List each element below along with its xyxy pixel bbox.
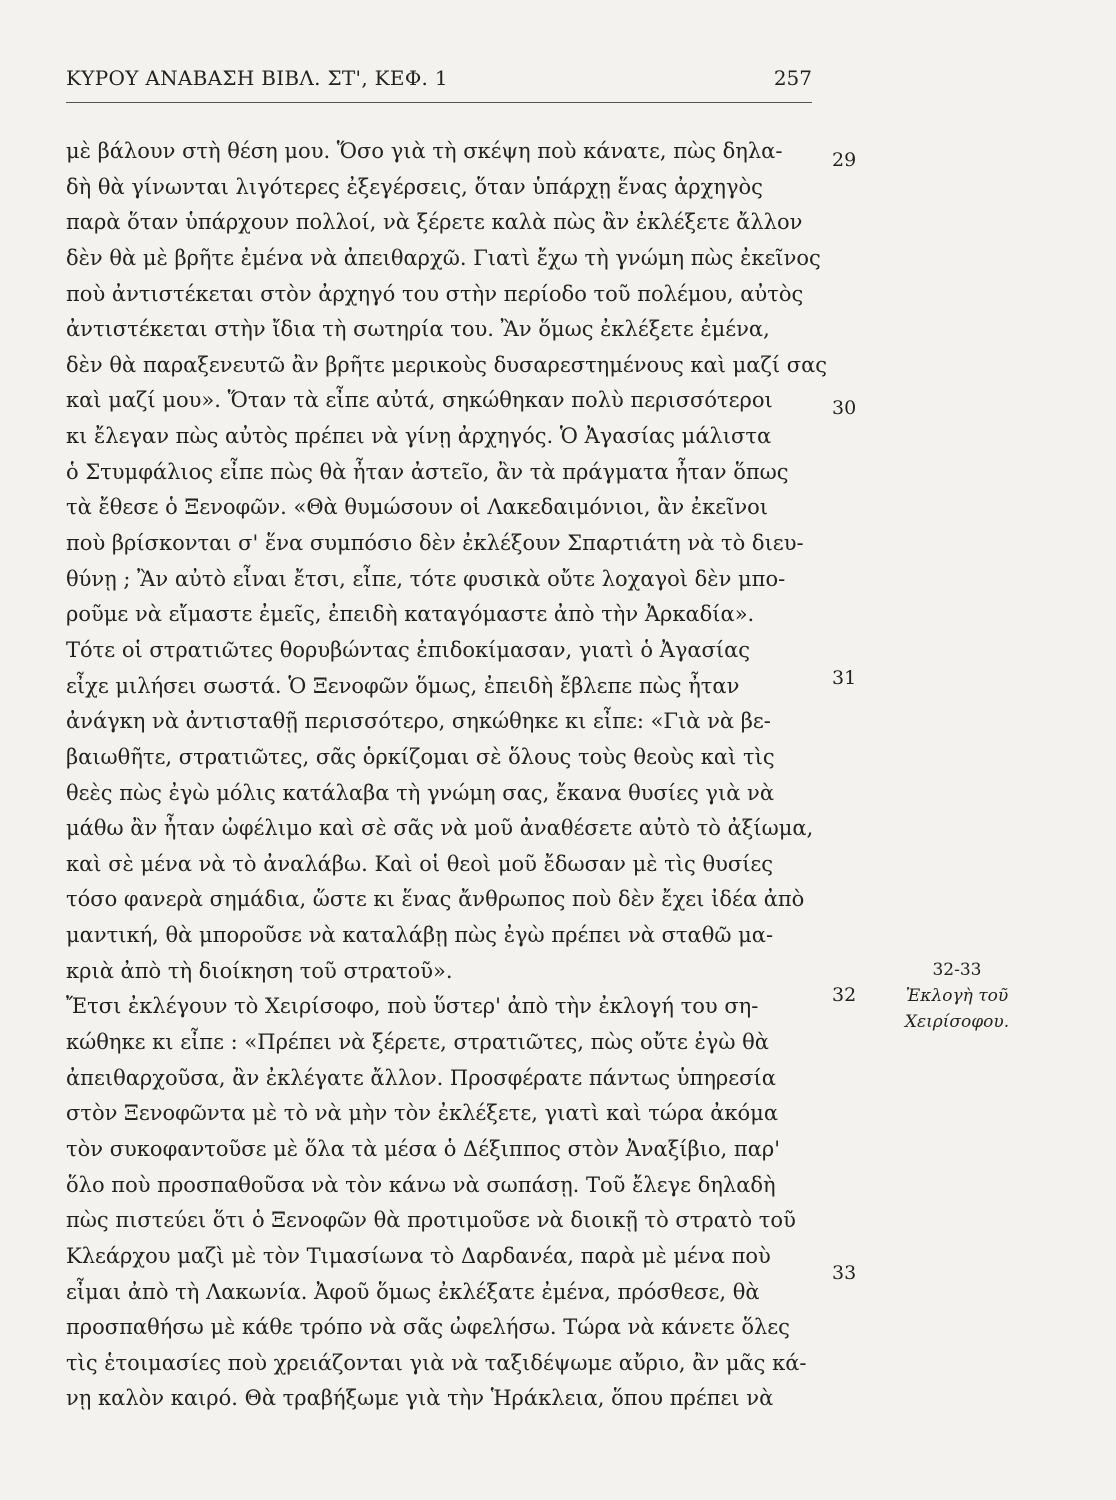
text-line: δὲν θὰ παραξενευτῶ ἂν βρῆτε μερικοὺς δυσαρεστημένους καὶ μαζί σας — [66, 352, 828, 377]
text-line: ὁ Στυμφάλιος εἶπε πὼς θὰ ἦταν ἀστεῖο, ἂν τὰ πράγματα ἦταν ὅπως — [66, 459, 789, 484]
text-line: δὴ θὰ γίνωνται λιγότερες ἐξεγέρσεις, ὅταν ὑπάρχῃ ἕνας ἀρχηγὸς — [66, 174, 763, 199]
text-line: μαντική, θὰ μποροῦσε νὰ καταλάβῃ πὼς ἐγὼ πρέπει νὰ σταθῶ μα- — [66, 923, 774, 948]
text-line: κριὰ ἀπὸ τὴ διοίκηση τοῦ στρατοῦ». — [66, 958, 453, 983]
text-line: βαιωθῆτε, στρατιῶτες, σᾶς ὁρκίζομαι σὲ ὅλους τοὺς θεοὺς καὶ τὶς — [66, 744, 775, 769]
text-line: ἀνάγκη νὰ ἀντισταθῇ περισσότερο, σηκώθηκε κι εἶπε: «Γιὰ νὰ βε- — [66, 709, 771, 734]
text-line: ἀπειθαρχοῦσα, ἂν ἐκλέγατε ἄλλον. Προσφέρατε πάντως ὑπηρεσία — [66, 1065, 776, 1090]
text-line: στὸν Ξενοφῶντα μὲ τὸ νὰ μὴν τὸν ἐκλέξετε, γιατὶ καὶ τώρα ἀκόμα — [66, 1101, 779, 1126]
text-line: θύνῃ ; Ἂν αὐτὸ εἶναι ἔτσι, εἶπε, τότε φυσικὰ οὔτε λοχαγοὶ δὲν μπο- — [66, 566, 786, 591]
text-line: κώθηκε κι εἶπε : «Πρέπει νὰ ξέρετε, στρατιῶτες, πὼς οὔτε ἐγὼ θὰ — [66, 1030, 769, 1055]
text-line: ροῦμε νὰ εἴμαστε ἐμεῖς, ἐπειδὴ καταγόμαστε ἀπὸ τὴν Ἀρκαδία». — [66, 602, 755, 627]
text-line: τὸν συκοφαντοῦσε μὲ ὅλα τὰ μέσα ὁ Δέξιππος στὸν Ἀναξίβιο, παρ' — [66, 1136, 780, 1161]
text-line: ποὺ βρίσκονται σ' ἕνα συμπόσιο δὲν ἐκλέξουν Σπαρτιάτη νὰ τὸ διευ- — [66, 531, 804, 556]
running-head: ΚΥΡΟΥ ΑΝΑΒΑΣΗ ΒΙΒΛ. ΣΤ', ΚΕΦ. 1 — [66, 66, 448, 90]
section-number-33: 33 — [832, 1262, 857, 1284]
text-line: εἶχε μιλήσει σωστά. Ὁ Ξενοφῶν ὅμως, ἐπειδὴ ἔβλεπε πὼς ἦταν — [66, 673, 740, 698]
text-line: πὼς πιστεύει ὅτι ὁ Ξενοφῶν θὰ προτιμοῦσε νὰ διοικῇ τὸ στρατὸ τοῦ — [66, 1208, 796, 1233]
section-number-29: 29 — [832, 149, 857, 171]
page-header — [66, 66, 812, 103]
text-line: τὰ ἔθεσε ὁ Ξενοφῶν. «Θὰ θυμώσουν οἱ Λακεδαιμόνιοι, ἂν ἐκεῖνοι — [66, 495, 769, 520]
text-line: δὲν θὰ μὲ βρῆτε ἐμένα νὰ ἀπειθαρχῶ. Γιατὶ ἔχω τὴ γνώμη πὼς ἐκεῖνος — [66, 245, 821, 270]
text-line: κι ἔλεγαν πὼς αὐτὸς πρέπει νὰ γίνῃ ἀρχηγός. Ὁ Ἀγασίας μάλιστα — [66, 424, 772, 449]
page-number: 257 — [773, 66, 812, 90]
text-line: ἀντιστέκεται στὴν ἴδια τὴ σωτηρία του. Ἂν ὅμως ἐκλέξετε ἐμένα, — [66, 317, 770, 342]
text-line: παρὰ ὅταν ὑπάρχουν πολλοί, νὰ ξέρετε καλὰ πὼς ἂν ἐκλέξετε ἄλλον — [66, 210, 803, 235]
body-text — [66, 134, 826, 1417]
margin-note-title-line1: Ἐκλογὴ τοῦ — [905, 986, 1009, 1006]
text-line: μὲ βάλουν στὴ θέση μου. Ὅσο γιὰ τὴ σκέψη ποὺ κάνατε, πὼς δηλα- — [66, 139, 783, 163]
margin-note — [872, 957, 1042, 1035]
text-line: μάθω ἂν ἦταν ὠφέλιμο καὶ σὲ σᾶς νὰ μοῦ ἀναθέσετε αὐτὸ τὸ ἀξίωμα, — [66, 816, 814, 841]
text-line: Ἔτσι ἐκλέγουν τὸ Χειρίσοφο, ποὺ ὕστερ' ἀπὸ τὴν ἐκλογή του ση- — [66, 994, 759, 1019]
text-line: Κλεάρχου μαζὶ μὲ τὸν Τιμασίωνα τὸ Δαρδανέα, παρὰ μὲ μένα ποὺ — [66, 1243, 771, 1268]
text-line: καὶ μαζί μου». Ὅταν τὰ εἶπε αὐτά, σηκώθηκαν πολὺ περισσότεροι — [66, 388, 773, 413]
text-line: Τότε οἱ στρατιῶτες θορυβώντας ἐπιδοκίμασαν, γιατὶ ὁ Ἀγασίας — [66, 637, 751, 662]
text-line: τὶς ἑτοιμασίες ποὺ χρειάζονται γιὰ νὰ ταξιδέψωμε αὔριο, ἂν μᾶς κά- — [66, 1350, 807, 1375]
section-number-30: 30 — [832, 397, 857, 419]
section-number-31: 31 — [832, 667, 857, 689]
text-line: τόσο φανερὰ σημάδια, ὥστε κι ἕνας ἄνθρωπος ποὺ δὲν ἔχει ἰδέα ἀπὸ — [66, 887, 805, 912]
margin-note-title-line2: Χειρίσοφου. — [904, 1012, 1010, 1032]
section-number-32: 32 — [832, 984, 857, 1006]
text-line: ὅλο ποὺ προσπαθοῦσα νὰ τὸν κάνω νὰ σωπάσῃ. Τοῦ ἔλεγε δηλαδὴ — [66, 1172, 776, 1197]
margin-note-range: 32-33 — [932, 960, 982, 980]
text-line: εἶμαι ἀπὸ τὴ Λακωνία. Ἀφοῦ ὅμως ἐκλέξατε ἐμένα, πρόσθεσε, θὰ — [66, 1279, 760, 1304]
text-line: νῃ καλὸν καιρό. Θὰ τραβήξωμε γιὰ τὴν Ἡράκλεια, ὅπου πρέπει νὰ — [66, 1386, 774, 1411]
text-line: προσπαθήσω μὲ κάθε τρόπο νὰ σᾶς ὠφελήσω. Τώρα νὰ κάνετε ὅλες — [66, 1315, 790, 1340]
text-line: ποὺ ἀντιστέκεται στὸν ἀρχηγό του στὴν περίοδο τοῦ πολέμου, αὐτὸς — [66, 281, 804, 306]
text-line: θεὲς πὼς ἐγὼ μόλις κατάλαβα τὴ γνώμη σας, ἔκανα θυσίες γιὰ νὰ — [66, 780, 775, 805]
text-line: καὶ σὲ μένα νὰ τὸ ἀναλάβω. Καὶ οἱ θεοὶ μοῦ ἔδωσαν μὲ τὶς θυσίες — [66, 851, 774, 876]
